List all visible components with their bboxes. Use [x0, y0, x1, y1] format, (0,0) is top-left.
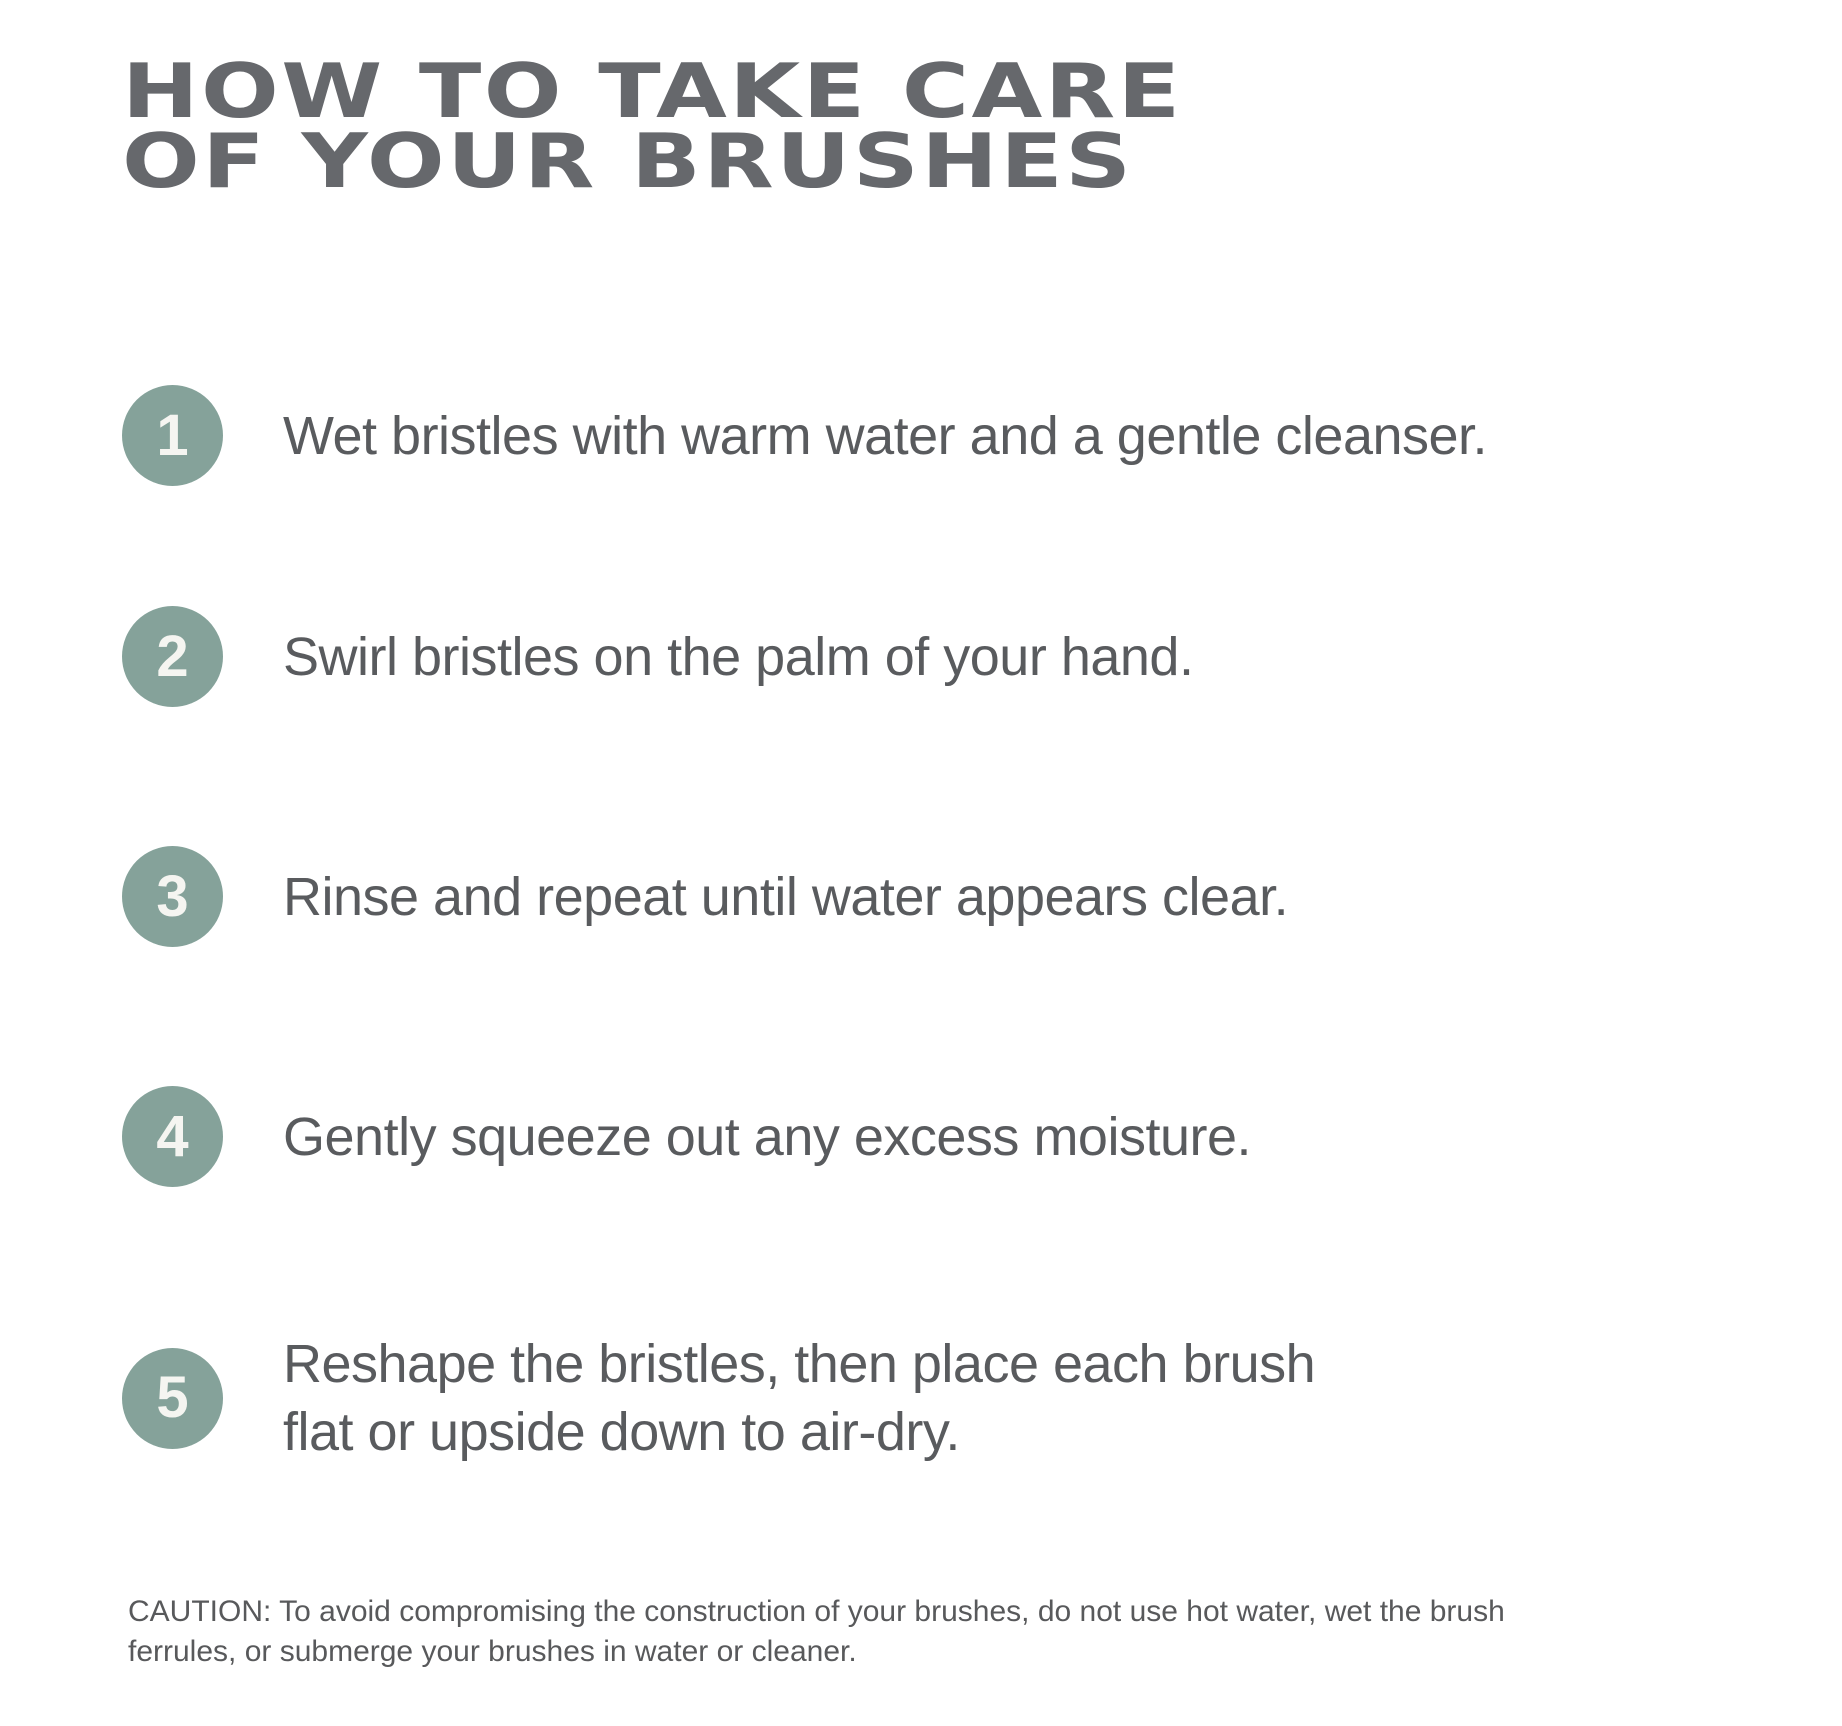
step-text-line: Reshape the bristles, then place each brush — [283, 1334, 1316, 1394]
step-text-line: Wet bristles with warm water and a gentle cleanser. — [283, 405, 1488, 466]
page-title-line-1: HOW TO TAKE CARE — [122, 47, 1183, 135]
step-text-line: Rinse and repeat until water appears clear. — [283, 866, 1289, 927]
step-number-badge — [122, 1348, 223, 1449]
step-number-badge — [122, 1086, 223, 1187]
step-number: 5 — [156, 1365, 189, 1430]
step-item — [122, 385, 1487, 486]
step-item — [122, 846, 1288, 947]
step-text — [283, 1103, 1251, 1171]
step-text — [283, 1330, 1315, 1466]
caution-text: CAUTION: To avoid compromising the construction of your brushes, do not use hot water, wet the brush ferrules, or submerge your brushes in water or cleaner. — [128, 1595, 1505, 1668]
step-number-badge — [122, 606, 223, 707]
step-number: 2 — [156, 623, 189, 689]
step-number-badge — [122, 385, 223, 486]
step-number: 3 — [156, 863, 189, 929]
step-text-line: Swirl bristles on the palm of your hand. — [283, 626, 1194, 687]
page-title-line-2: OF YOUR BRUSHES — [122, 117, 1134, 205]
step-text — [283, 402, 1487, 470]
step-text-line: flat or upside down to air-dry. — [283, 1402, 960, 1462]
step-item — [122, 1330, 1315, 1466]
step-number-badge — [122, 846, 223, 947]
step-text — [283, 623, 1193, 691]
step-number: 1 — [156, 402, 189, 468]
step-text — [283, 863, 1288, 931]
step-item — [122, 1086, 1251, 1187]
step-item — [122, 606, 1193, 707]
step-number: 4 — [156, 1103, 189, 1169]
step-text-line: Gently squeeze out any excess moisture. — [283, 1106, 1252, 1167]
